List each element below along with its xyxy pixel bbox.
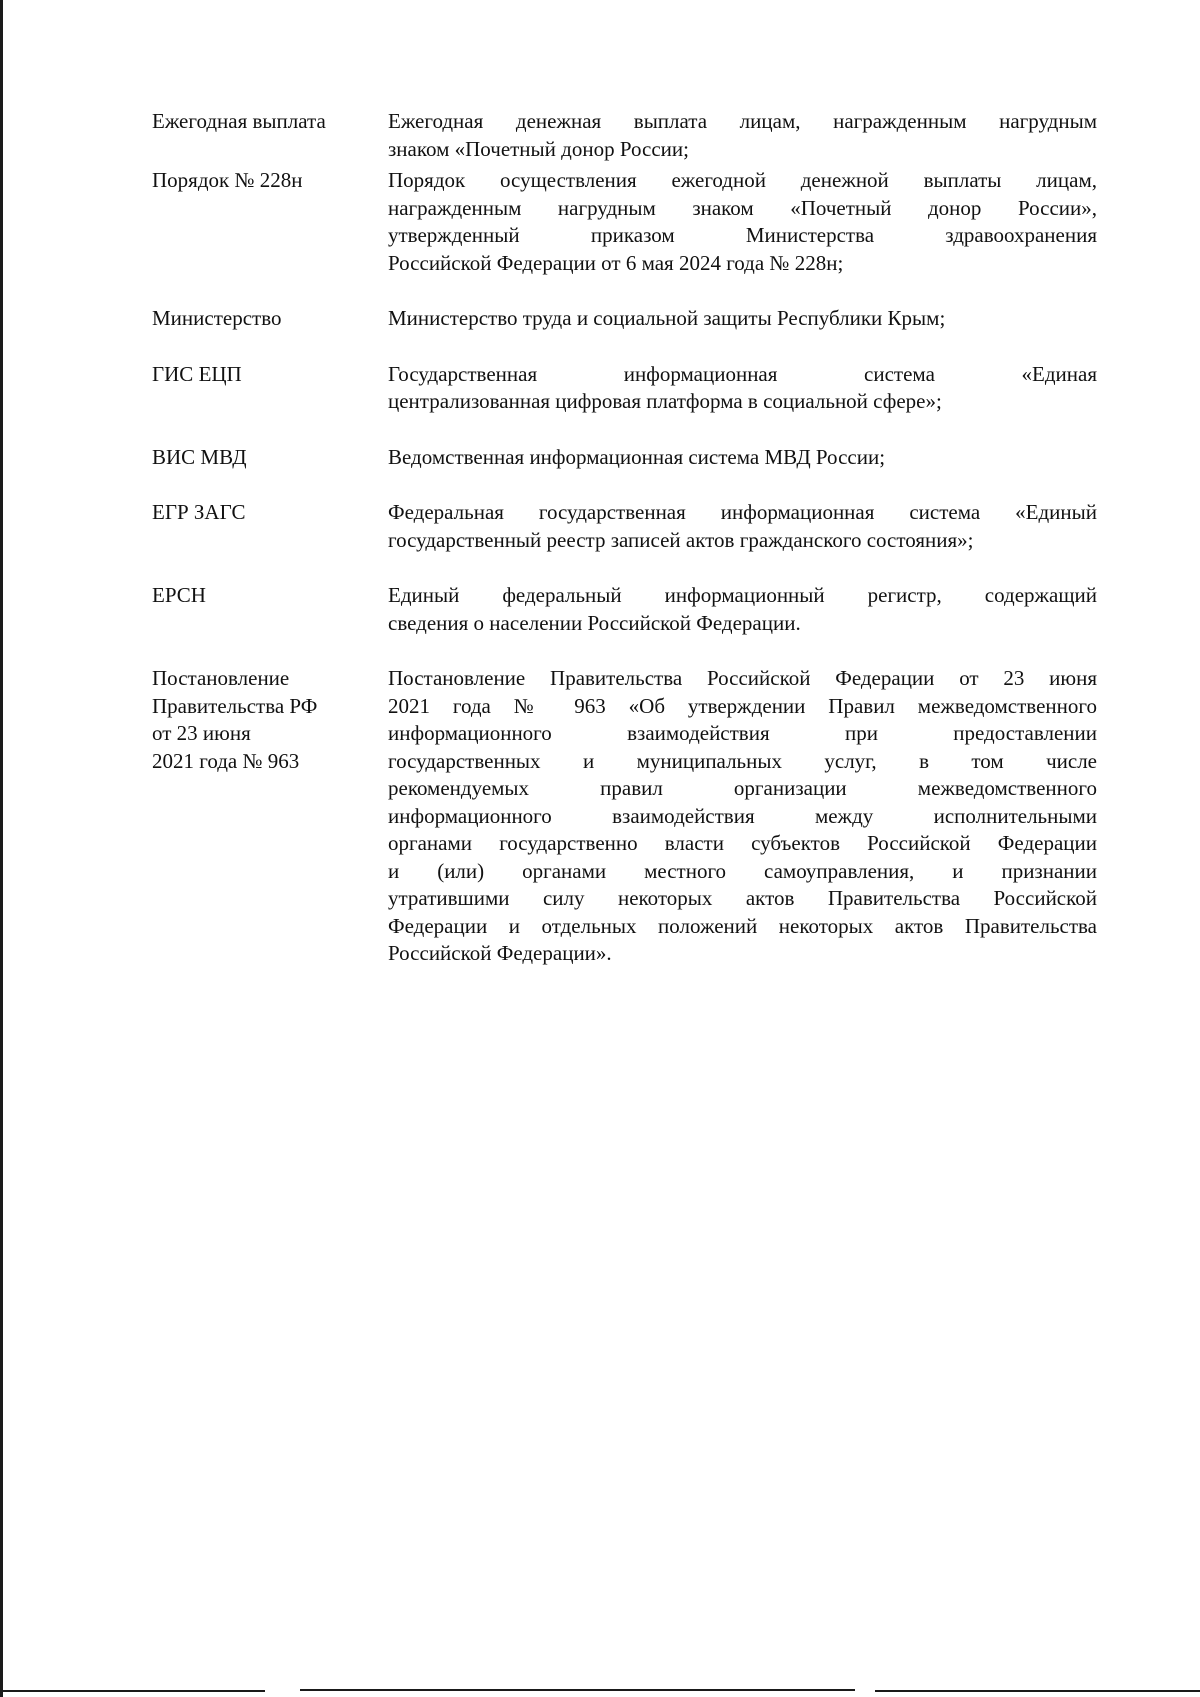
description-line: Государственная информационная система «Единая — [388, 361, 1097, 386]
definition-description — [388, 582, 1097, 637]
description-line: информационного взаимодействия при предоставлении — [388, 721, 1097, 745]
term-line: Ежегодная выплата — [152, 109, 326, 133]
term-line: Правительства РФ — [152, 693, 318, 718]
description-line: Постановление Правительства Российской Федерации от 23 июня — [388, 666, 1097, 690]
term-line: ВИС МВД — [152, 444, 247, 469]
scan-border-bottom — [300, 1689, 855, 1691]
definition-term — [152, 108, 388, 136]
definition-description — [388, 665, 1097, 968]
description-line: информационного взаимодействия между исполнительными — [388, 803, 1097, 828]
definition-term — [152, 582, 388, 610]
definition-entry — [152, 444, 1097, 472]
term-line: Постановление — [152, 666, 290, 690]
definition-term — [152, 361, 388, 389]
definition-entry — [152, 108, 1097, 163]
term-line: ЕРСН — [152, 583, 206, 607]
description-line: Российской Федерации от 6 мая 2024 года № 228н; — [388, 250, 844, 275]
description-line: награжденным нагрудным знаком «Почетный донор России», — [388, 195, 1097, 220]
definition-term — [152, 305, 388, 333]
description-line: утратившими силу некоторых актов Правительства Российской — [388, 886, 1097, 910]
term-line: ГИС ЕЦП — [152, 361, 242, 386]
description-line: сведения о населении Российской Федерации. — [388, 610, 801, 635]
definition-description — [388, 108, 1097, 163]
term-line: Министерство — [152, 306, 282, 330]
description-line: знаком «Почетный донор России; — [388, 136, 689, 161]
definition-description — [388, 361, 1097, 416]
description-line: Федерации и отдельных положений некоторых актов Правительства — [388, 913, 1097, 938]
description-line: Ведомственная информационная система МВД России; — [388, 444, 886, 469]
definition-description — [388, 305, 1097, 333]
definition-entry — [152, 305, 1097, 333]
description-line: Порядок осуществления ежегодной денежной выплаты лицам, — [388, 168, 1097, 192]
description-line: Министерство труда и социальной защиты Республики Крым; — [388, 306, 946, 330]
definition-entry — [152, 665, 1097, 968]
definition-description — [388, 499, 1097, 554]
description-line: и (или) органами местного самоуправления, и признании — [388, 858, 1097, 883]
description-line: органами государственно власти субъектов Российской Федерации — [388, 831, 1097, 855]
description-line: государственный реестр записей актов гражданского состояния»; — [388, 527, 974, 552]
description-line: утвержденный приказом Министерства здравоохранения — [388, 223, 1097, 247]
definition-term — [152, 444, 388, 472]
definition-entry — [152, 167, 1097, 277]
definition-description — [388, 167, 1097, 277]
definition-description — [388, 444, 1097, 472]
description-line: Единый федеральный информационный регистр, содержащий — [388, 583, 1097, 607]
description-line: рекомендуемых правил организации межведомственного — [388, 776, 1097, 800]
definitions-list — [152, 108, 1097, 968]
definition-term — [152, 665, 388, 775]
term-line: Порядок № 228н — [152, 168, 303, 192]
definition-term — [152, 499, 388, 527]
scan-border-bottom — [875, 1690, 1200, 1692]
scan-border-left — [0, 0, 3, 1697]
definition-entry — [152, 582, 1097, 637]
description-line: 2021 года № 963 «Об утверждении Правил межведомственного — [388, 693, 1097, 718]
term-line: ЕГР ЗАГС — [152, 500, 246, 524]
term-line: 2021 года № 963 — [152, 748, 300, 773]
definition-entry — [152, 361, 1097, 416]
definition-term — [152, 167, 388, 195]
scan-border-bottom — [0, 1690, 265, 1692]
description-line: Федеральная государственная информационная система «Единый — [388, 500, 1097, 524]
description-line: Российской Федерации». — [388, 941, 612, 965]
term-line: от 23 июня — [152, 721, 251, 745]
description-line: Ежегодная денежная выплата лицам, награжденным нагрудным — [388, 109, 1097, 133]
description-line: государственных и муниципальных услуг, в том числе — [388, 748, 1097, 773]
definition-entry — [152, 499, 1097, 554]
description-line: централизованная цифровая платформа в социальной сфере»; — [388, 389, 942, 413]
